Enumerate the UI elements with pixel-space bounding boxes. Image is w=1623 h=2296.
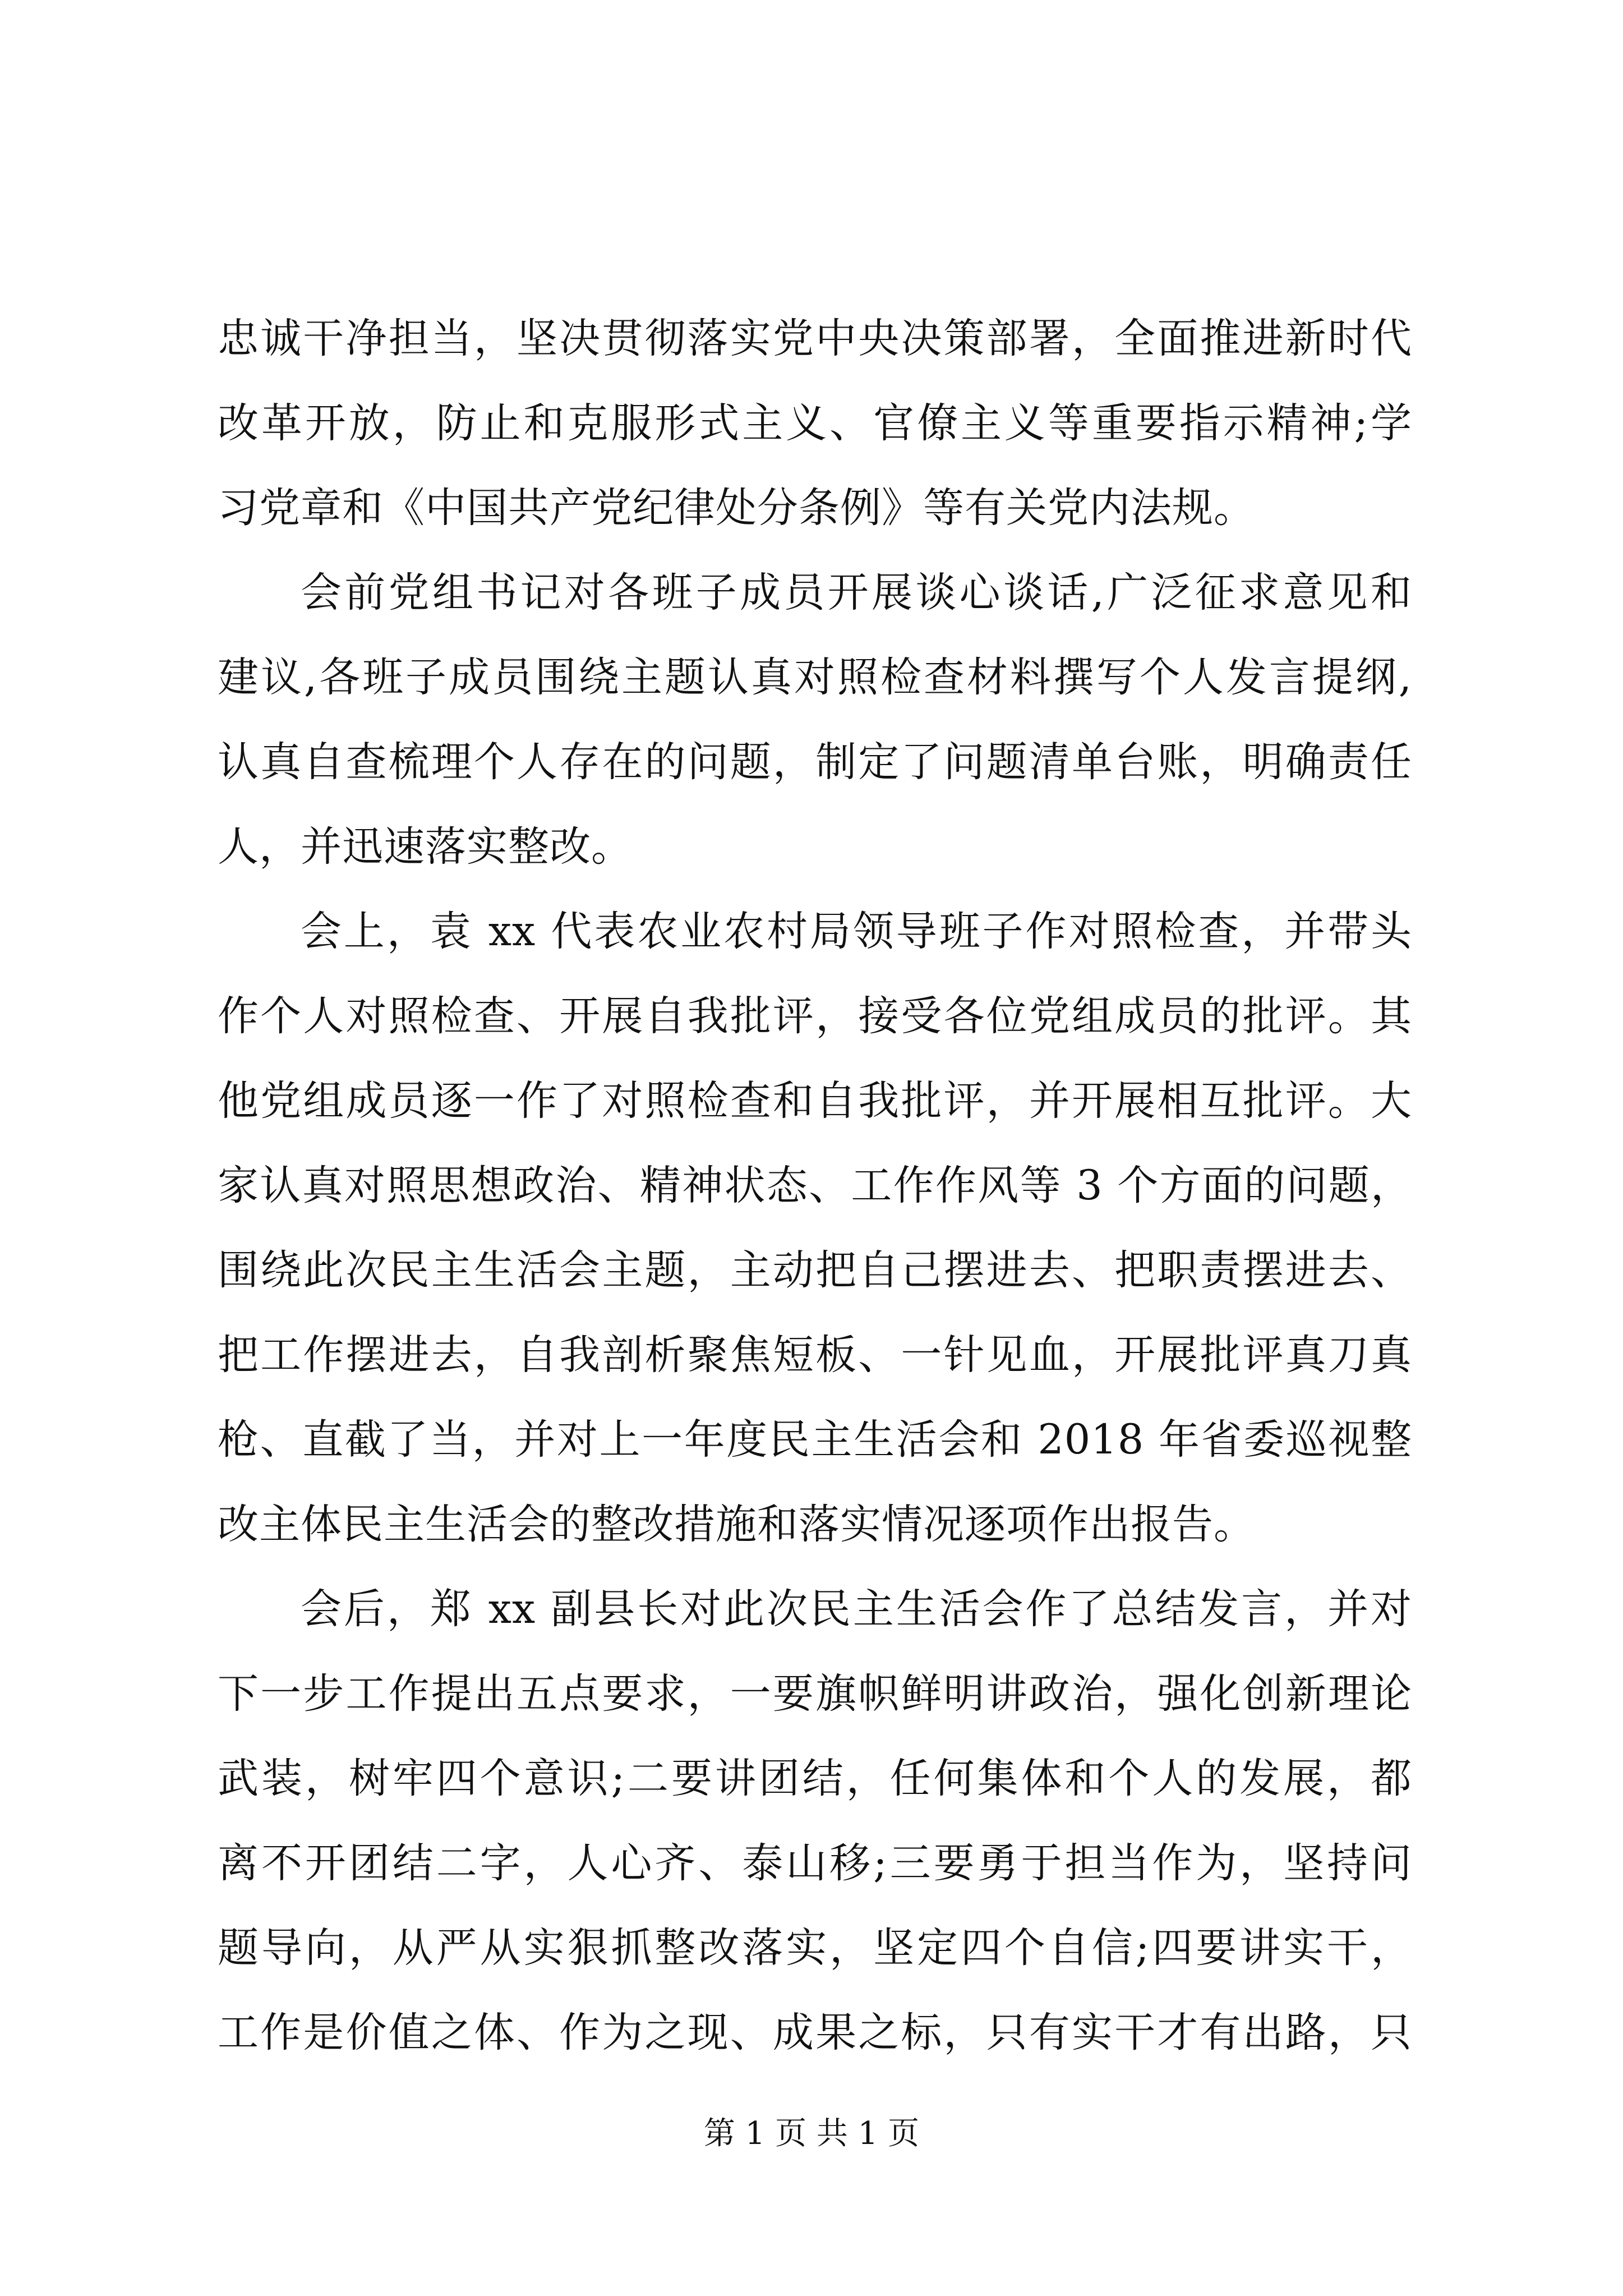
- text-line: 人，并迅速落实整改。: [218, 823, 633, 871]
- text-line: 他党组成员逐一作了对照检查和自我批评，并开展相互批评。大: [218, 1077, 1412, 1125]
- text-line: 忠诚干净担当，坚决贯彻落实党中央决策部署，全面推进新时代: [218, 315, 1412, 362]
- text-line: 家认真对照思想政治、精神状态、工作作风等 3 个方面的问题，: [218, 1162, 1412, 1209]
- text-line: 作个人对照检查、开展自我批评，接受各位党组成员的批评。其: [218, 992, 1412, 1040]
- paragraph-start-line: 会上，袁 xx 代表农业农村局领导班子作对照检查，并带头: [301, 908, 1412, 955]
- text-line: 题导向，从严从实狠抓整改落实，坚定四个自信;四要讲实干，: [218, 1924, 1412, 1972]
- text-line: 把工作摆进去，自我剖析聚焦短板、一针见血，开展批评真刀真: [218, 1331, 1412, 1379]
- text-line: 工作是价值之体、作为之现、成果之标，只有实干才有出路，只: [218, 2009, 1412, 2056]
- text-line: 改革开放，防止和克服形式主义、官僚主义等重要指示精神;学: [218, 399, 1412, 447]
- text-line: 改主体民主生活会的整改措施和落实情况逐项作出报告。: [218, 1501, 1255, 1548]
- paragraph-start-line: 会后，郑 xx 副县长对此次民主生活会作了总结发言，并对: [301, 1585, 1412, 1633]
- text-line: 建议,各班子成员围绕主题认真对照检查材料撰写个人发言提纲,: [218, 654, 1412, 701]
- document-body: [218, 296, 1412, 2075]
- text-line: 离不开团结二字，人心齐、泰山移;三要勇于担当作为，坚持问: [218, 1839, 1412, 1887]
- text-line: 枪、直截了当，并对上一年度民主生活会和 2018 年省委巡视整: [218, 1416, 1412, 1464]
- text-line: 武装，树牢四个意识;二要讲团结，任何集体和个人的发展，都: [218, 1755, 1412, 1802]
- page-number-footer: 第 1 页 共 1 页: [703, 2115, 920, 2152]
- paragraph-start-line: 会前党组书记对各班子成员开展谈心谈话,广泛征求意见和: [301, 569, 1412, 616]
- text-line: 认真自查梳理个人存在的问题，制定了问题清单台账，明确责任: [218, 738, 1412, 786]
- text-line: 下一步工作提出五点要求，一要旗帜鲜明讲政治，强化创新理论: [218, 1670, 1412, 1718]
- text-line: 围绕此次民主生活会主题，主动把自己摆进去、把职责摆进去、: [218, 1246, 1412, 1294]
- text-line: 习党章和《中国共产党纪律处分条例》等有关党内法规。: [218, 484, 1255, 532]
